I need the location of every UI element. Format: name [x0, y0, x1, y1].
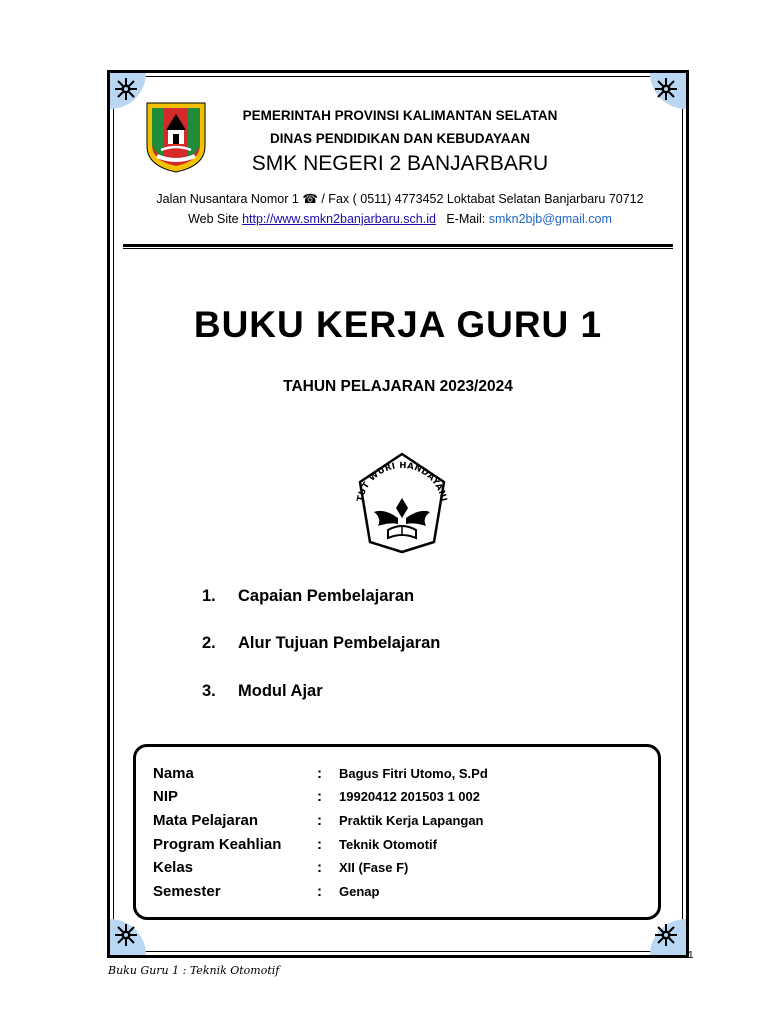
- info-separator: :: [317, 836, 322, 853]
- contact-line: [120, 212, 680, 226]
- contents-item: [202, 587, 414, 606]
- contents-item-label: Capaian Pembelajaran: [238, 587, 415, 605]
- star-ornament-icon: [114, 923, 138, 947]
- info-value: XII (Fase F): [339, 860, 409, 875]
- info-label: Nama: [153, 765, 194, 782]
- info-row-kelas: [153, 859, 633, 881]
- info-value: 19920412 201503 1 002: [339, 789, 480, 804]
- corner-ornament-bottom-right: [650, 919, 686, 955]
- info-value: Praktik Kerja Lapangan: [339, 813, 484, 828]
- info-value: Bagus Fitri Utomo, S.Pd: [339, 766, 488, 781]
- school-name: SMK NEGERI 2 BANJARBARU: [251, 152, 549, 175]
- email-label: E-Mail:: [435, 212, 489, 226]
- info-label: Kelas: [153, 859, 194, 876]
- info-row-nama: [153, 765, 633, 787]
- info-value: Teknik Otomotif: [339, 837, 437, 852]
- info-row-program-keahlian: [153, 836, 633, 858]
- info-row-mata-pelajaran: [153, 812, 633, 834]
- email-link[interactable]: smkn2bjb@gmail.com: [488, 212, 612, 226]
- info-separator: :: [317, 765, 322, 782]
- address-prefix: Jalan Nusantara Nomor 1: [156, 192, 299, 206]
- info-label: Program Keahlian: [153, 836, 282, 853]
- page-number: 1: [688, 950, 694, 961]
- info-label: Mata Pelajaran: [153, 812, 259, 829]
- header-divider-thin: [123, 248, 673, 249]
- info-row-nip: [153, 788, 633, 810]
- info-separator: :: [317, 788, 322, 805]
- emblem-motto: TUT WURI HANDAYANI: [355, 460, 449, 503]
- info-value: Genap: [339, 884, 380, 899]
- contents-item-label: Alur Tujuan Pembelajaran: [238, 634, 441, 652]
- contents-item: [202, 634, 440, 653]
- star-ornament-icon: [654, 77, 678, 101]
- info-label: Semester: [153, 883, 221, 900]
- header-divider-thick: [123, 244, 673, 247]
- department-line: DINAS PENDIDIKAN DAN KEBUDAYAAN: [269, 131, 531, 146]
- academic-year: TAHUN PELAJARAN 2023/2024: [283, 378, 513, 395]
- info-label: NIP: [153, 788, 179, 805]
- star-ornament-icon: [114, 77, 138, 101]
- page-title: BUKU KERJA GURU 1: [193, 304, 603, 345]
- phone-icon: ☎: [302, 192, 318, 206]
- contents-item-number: 2.: [202, 634, 216, 652]
- web-label: Web Site: [188, 212, 243, 226]
- provincial-logo-icon: [143, 100, 209, 174]
- contents-item: [202, 682, 323, 701]
- info-separator: :: [317, 812, 322, 829]
- website-link[interactable]: http://www.smkn2banjarbaru.sch.id: [242, 212, 436, 226]
- star-ornament-icon: [654, 923, 678, 947]
- government-line: PEMERINTAH PROVINSI KALIMANTAN SELATAN: [242, 108, 558, 123]
- contents-item-number: 1.: [202, 587, 216, 605]
- info-separator: :: [317, 859, 322, 876]
- address-suffix: / Fax ( 0511) 4773452 Loktabat Selatan Banjarbaru 70712: [317, 192, 644, 206]
- contents-item-number: 3.: [202, 682, 216, 700]
- info-row-semester: [153, 883, 633, 905]
- tut-wuri-handayani-emblem-icon: [348, 452, 456, 556]
- contents-item-label: Modul Ajar: [238, 682, 323, 700]
- address-line: [120, 191, 680, 206]
- info-separator: :: [317, 883, 322, 900]
- page-footer: Buku Guru 1 : Teknik Otomotif: [108, 964, 280, 977]
